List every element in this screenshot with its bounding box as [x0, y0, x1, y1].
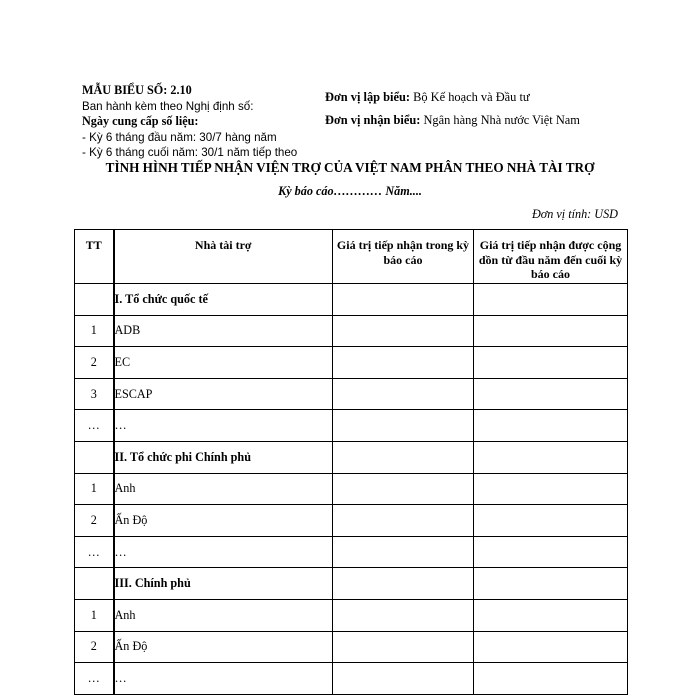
table-row — [75, 663, 628, 695]
column-header-tt: TT — [75, 230, 114, 284]
column-header-donor: Nhà tài trợ — [114, 230, 333, 284]
row-number: … — [75, 536, 114, 568]
column-header-period-value: Giá trị tiếp nhận trong kỳ báo cáo — [333, 230, 474, 284]
row-number: … — [75, 663, 114, 695]
period-value-cell — [333, 473, 474, 505]
table-row-section-government — [75, 568, 628, 600]
report-period: Kỳ báo cáo………… Năm.... — [278, 184, 422, 198]
column-header-cumulative-value: Giá trị tiếp nhận được cộng dồn từ đầu năm đến cuối kỳ báo cáo — [474, 230, 628, 284]
donor-name: ESCAP — [114, 378, 333, 410]
cumulative-value-cell — [474, 410, 628, 442]
table-row — [75, 599, 628, 631]
cumulative-value-cell — [474, 568, 628, 600]
row-number: 2 — [75, 347, 114, 379]
table-row-section-ngo — [75, 441, 628, 473]
donor-name: III. Chính phủ — [114, 568, 333, 600]
form-info-block — [82, 83, 327, 161]
table-header-row — [75, 230, 628, 284]
row-number: 1 — [75, 315, 114, 347]
supply-date-label: Ngày cung cấp số liệu: — [82, 114, 199, 129]
donor-name: ADB — [114, 315, 333, 347]
table-row — [75, 473, 628, 505]
donor-name: … — [114, 536, 333, 568]
row-number: 3 — [75, 378, 114, 410]
row-number: … — [75, 410, 114, 442]
period-value-cell — [333, 631, 474, 663]
period-value-cell — [333, 536, 474, 568]
issued-with-decree: Ban hành kèm theo Nghị định số: — [82, 99, 254, 113]
table-row — [75, 505, 628, 537]
report-title: TÌNH HÌNH TIẾP NHẬN VIỆN TRỢ CỦA VIỆT NAM PHÂN THEO NHÀ TÀI TRỢ — [105, 160, 595, 175]
cumulative-value-cell — [474, 284, 628, 316]
period-value-cell — [333, 505, 474, 537]
receiving-unit-label: Đơn vị nhận biểu: — [325, 113, 421, 127]
table-row — [75, 410, 628, 442]
receiving-unit-value: Ngân hàng Nhà nước Việt Nam — [423, 113, 580, 127]
donor-name: … — [114, 663, 333, 695]
donor-name: Ấn Độ — [114, 631, 333, 663]
period-value-cell — [333, 410, 474, 442]
cumulative-value-cell — [474, 347, 628, 379]
reporting-unit — [325, 90, 580, 113]
donor-name: I. Tổ chức quốc tế — [114, 284, 333, 316]
donor-name: … — [114, 410, 333, 442]
receiving-unit — [325, 113, 580, 136]
currency-unit: Đơn vị tính: USD — [531, 207, 618, 221]
form-number: MẪU BIỂU SỐ: 2.10 — [82, 83, 192, 97]
cumulative-value-cell — [474, 441, 628, 473]
period-value-cell — [333, 378, 474, 410]
period-value-cell — [333, 347, 474, 379]
period-value-cell — [333, 315, 474, 347]
unit-info-block — [325, 90, 580, 136]
period-value-cell — [333, 441, 474, 473]
table-row — [75, 315, 628, 347]
cumulative-value-cell — [474, 663, 628, 695]
cumulative-value-cell — [474, 315, 628, 347]
row-number: 2 — [75, 631, 114, 663]
donor-name: EC — [114, 347, 333, 379]
reporting-unit-label: Đơn vị lập biểu: — [325, 90, 411, 104]
supply-date-second-half: - Kỳ 6 tháng cuối năm: 30/1 năm tiếp theo — [82, 146, 298, 160]
supply-date-first-half: - Kỳ 6 tháng đầu năm: 30/7 hàng năm — [82, 130, 277, 144]
table-row — [75, 347, 628, 379]
cumulative-value-cell — [474, 631, 628, 663]
row-number — [75, 284, 114, 316]
row-number: 1 — [75, 599, 114, 631]
period-value-cell — [333, 663, 474, 695]
cumulative-value-cell — [474, 505, 628, 537]
donor-table — [74, 229, 628, 695]
row-number: 2 — [75, 505, 114, 537]
cumulative-value-cell — [474, 473, 628, 505]
table-row — [75, 378, 628, 410]
period-value-cell — [333, 568, 474, 600]
cumulative-value-cell — [474, 378, 628, 410]
table-row — [75, 536, 628, 568]
reporting-unit-value: Bộ Kế hoạch và Đầu tư — [413, 90, 530, 104]
table-row-section-international — [75, 284, 628, 316]
row-number: 1 — [75, 473, 114, 505]
cumulative-value-cell — [474, 599, 628, 631]
donor-name: Ấn Độ — [114, 505, 333, 537]
donor-name: II. Tổ chức phi Chính phủ — [114, 441, 333, 473]
period-value-cell — [333, 599, 474, 631]
period-value-cell — [333, 284, 474, 316]
row-number — [75, 441, 114, 473]
table-row — [75, 631, 628, 663]
donor-name: Anh — [114, 599, 333, 631]
donor-name: Anh — [114, 473, 333, 505]
row-number — [75, 568, 114, 600]
cumulative-value-cell — [474, 536, 628, 568]
